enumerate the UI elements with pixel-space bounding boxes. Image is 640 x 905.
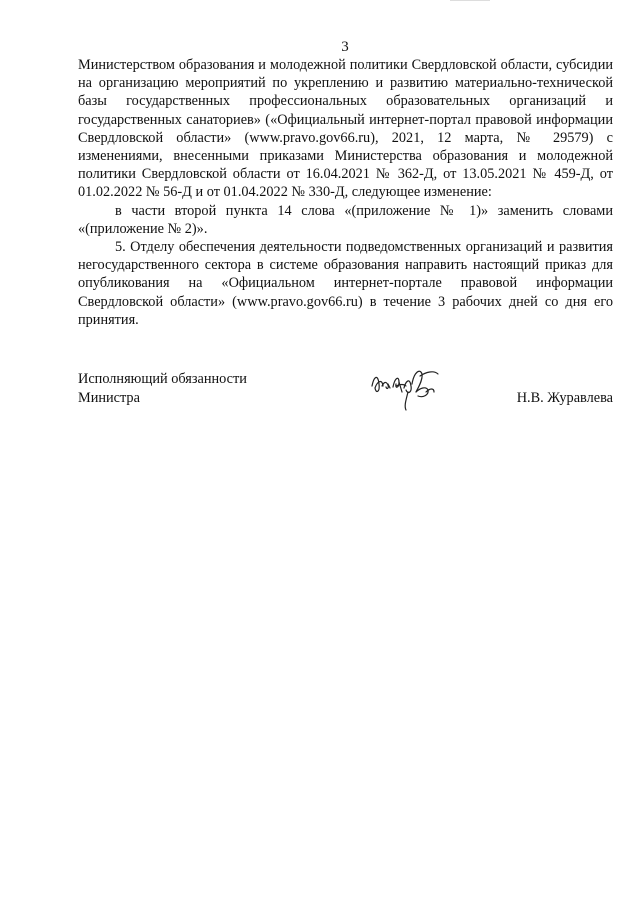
paragraph-amendment: в части второй пункта 14 слова «(приложение № 1)» заменить словами «(приложение № 2)». — [78, 202, 613, 237]
page-number: 3 — [341, 39, 349, 55]
signatory-name: Н.В. Журавлева — [516, 389, 613, 406]
paragraph-continuation: Министерством образования и молодежной политики Свердловской области, субсидии на организацию мероприятий по укреплению и развитию материально-технической базы государственных профессиональных образовательных организаций и государственных санаториев» («Официальный интернет-портал правовой информации Свердловской области» (www.pravo.gov66.ru), 2021, 12 марта, № 29579) с изменениями, внесенными приказами Министерства образования и молодежной политики Свердловской области от 16.04.2021 № 362-Д, от 13.05.2021 № 459-Д, от 01.02.2022 № 56-Д и от 01.04.2022 № 330-Д, следующее изменение: — [78, 57, 613, 201]
signatory-role-line1: Исполняющий обязанности — [78, 371, 247, 387]
paragraph-item-5: 5. Отделу обеспечения деятельности подведомственных организаций и развития негосударственного сектора в системе образования направить настоящий приказ для опубликования на «Официальном интернет-портале правовой информации Свердловской области» (www.pravo.gov66.ru) в течение 3 рабочих дней со дня его принятия. — [78, 239, 613, 328]
signatory-role-line2: Министра — [78, 389, 140, 406]
document-body — [78, 56, 613, 329]
signature-block — [78, 370, 613, 407]
handwritten-signature — [368, 362, 448, 412]
scan-mark — [450, 0, 490, 1]
